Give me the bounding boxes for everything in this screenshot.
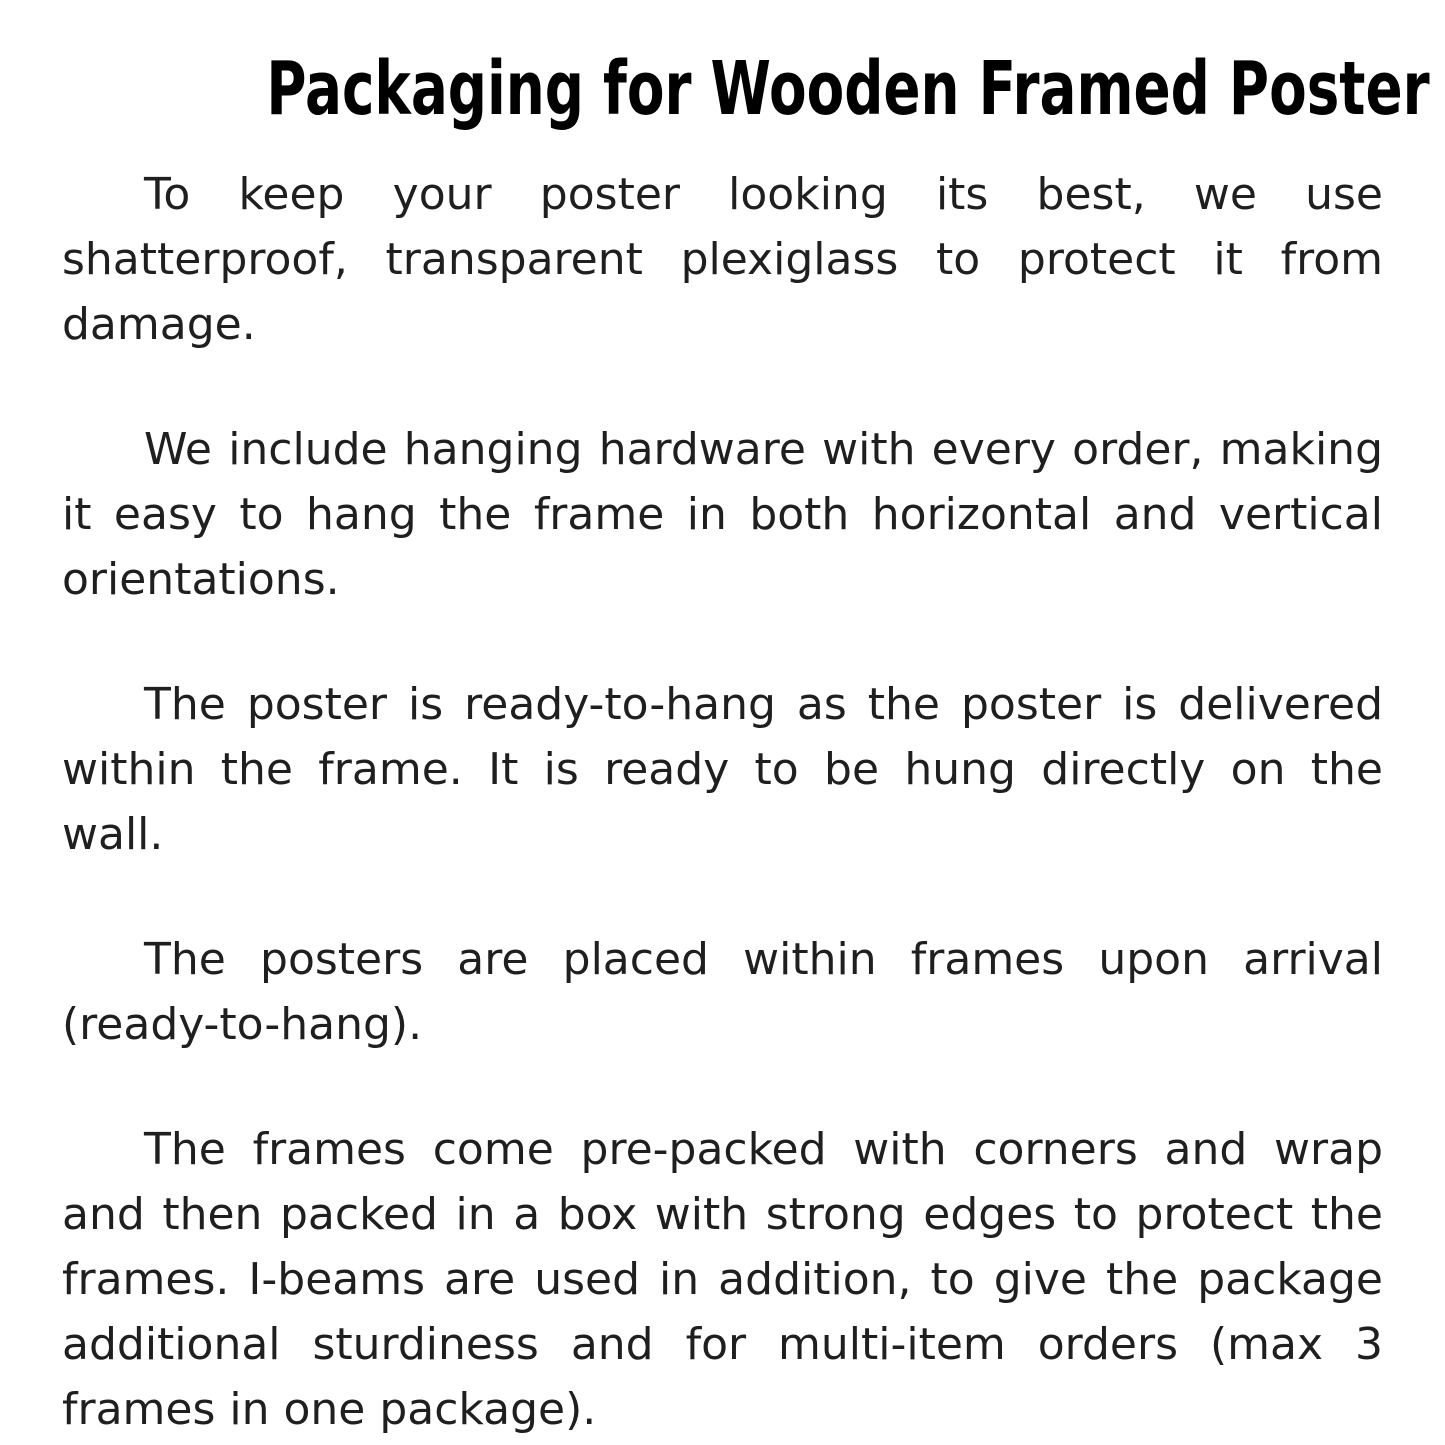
paragraph-plexiglass-protection: To keep your poster looking its best, we use shatterproof, transparent plexiglass to protect it from damage. [62,169,1383,350]
paragraph-hanging-hardware: We include hanging hardware with every order, making it easy to hang the frame in both horizontal and vertical orientations. [62,424,1383,605]
paragraph-frames-on-arrival: The posters are placed within frames upon arrival (ready-to-hang). [62,934,1383,1050]
paragraph-ready-to-hang: The poster is ready-to-hang as the poster is delivered within the frame. It is ready to be hung directly on the wall. [62,679,1383,860]
page-title [62,46,1430,132]
page-title-text: Packaging for Wooden Framed Poster [266,46,1430,132]
paragraph-packing-details: The frames come pre-packed with corners and wrap and then packed in a box with strong edges to protect the frames. I-beams are used in addition, to give the package additional sturdiness and for multi-item orders (max 3 frames in one package). [62,1124,1383,1435]
